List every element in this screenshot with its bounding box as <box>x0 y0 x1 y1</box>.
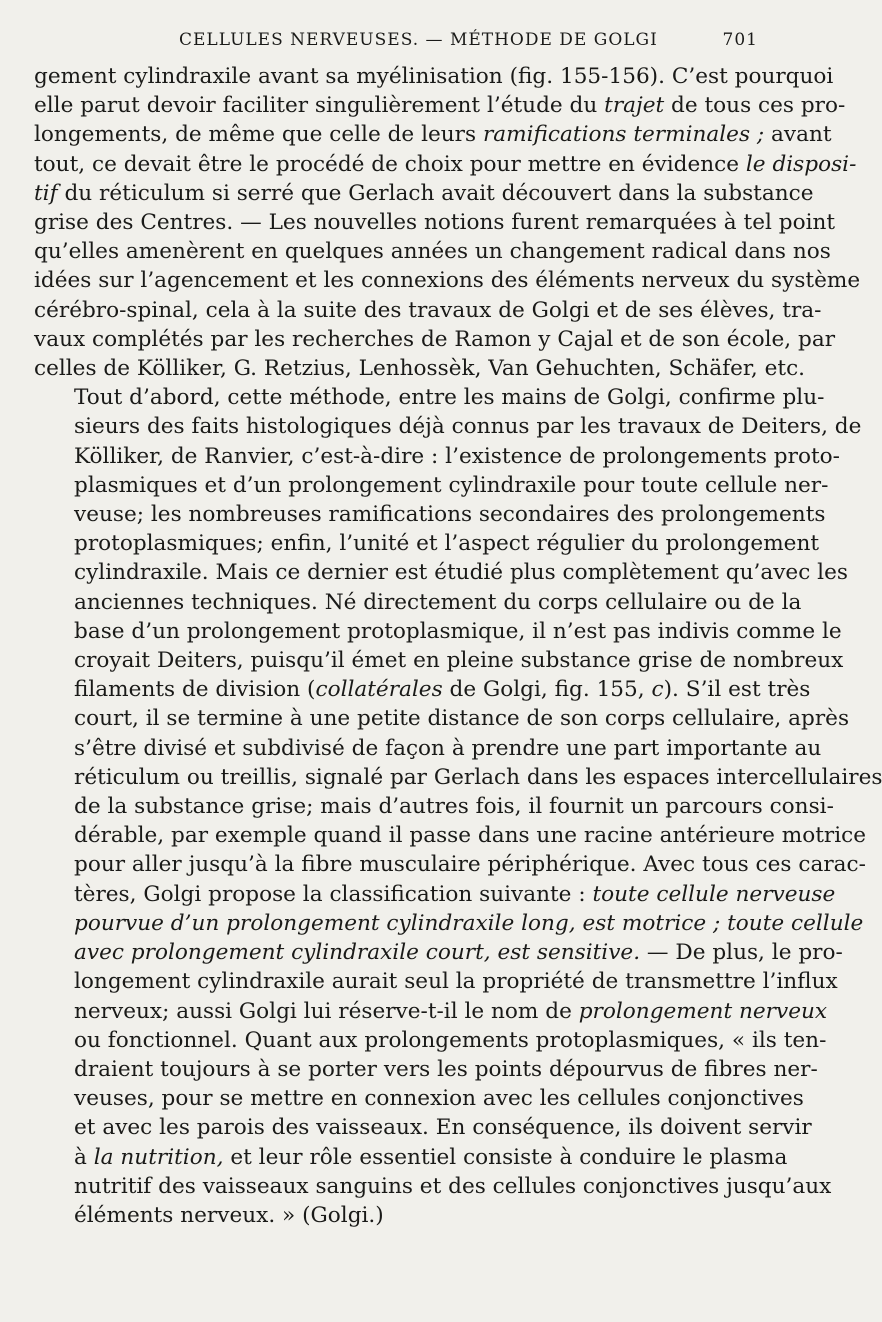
running-title: CELLULES NERVEUSES. — MÉTHODE DE GOLGI <box>179 30 658 50</box>
text-run: croyait Deiters, puisqu’il émet en pleine substance grise de nombreux <box>74 648 844 674</box>
text-line <box>34 1201 758 1230</box>
text-line <box>34 588 802 617</box>
text-line <box>34 208 836 237</box>
text-run: filaments de division ( <box>74 677 316 703</box>
italic-text: collatérales <box>315 677 443 703</box>
text-run: du réticulum si serré que Gerlach avait découvert dans la substance <box>57 180 814 206</box>
text-run: veuses, pour se mettre en connexion avec les cellules conjonctives <box>74 1086 804 1112</box>
text-line <box>34 1172 832 1201</box>
italic-text: tif <box>34 180 58 206</box>
text-run: Tout d’abord, cette méthode, entre les mains de Golgi, confirme plu- <box>74 385 825 411</box>
text-run: nerveux; aussi Golgi lui réserve-t-il le nom de <box>74 998 579 1024</box>
text-run: pour aller jusqu’à la fibre musculaire périphérique. Avec tous ces carac- <box>74 852 866 878</box>
italic-text: la nutrition, <box>93 1144 224 1170</box>
text-line <box>34 763 882 792</box>
italic-text: toute cellule nerveuse <box>592 881 836 907</box>
italic-text: le disposi- <box>745 151 857 177</box>
text-line <box>34 442 840 471</box>
text-line <box>34 967 838 996</box>
text-line <box>34 150 857 179</box>
text-line <box>34 821 867 850</box>
text-run: avant <box>764 122 832 148</box>
text-run: veuse; les nombreuses ramifications secondaires des prolongements <box>74 502 826 528</box>
text-line <box>34 237 831 266</box>
text-run: longements, de même que celle de leurs <box>34 122 483 148</box>
text-line <box>34 997 828 1026</box>
text-line <box>34 909 864 938</box>
text-run: cérébro-spinal, cela à la suite des travaux de Golgi et de ses élèves, tra- <box>34 297 822 323</box>
text-line <box>34 120 832 149</box>
text-run: nutritif des vaisseaux sanguins et des cellules conjonctives jusqu’aux <box>74 1173 832 1199</box>
text-line <box>34 1084 804 1113</box>
text-line <box>34 383 825 412</box>
text-run: de la substance grise; mais d’autres fois, il fournit un parcours consi- <box>74 794 834 820</box>
text-line <box>34 91 846 120</box>
text-run: sieurs des faits histologiques déjà connus par les travaux de Deiters, de <box>74 414 862 440</box>
text-line <box>34 850 866 879</box>
text-line <box>34 880 836 909</box>
paragraph-golgi-method <box>34 383 882 1230</box>
text-run: court, il se termine à une petite distance de son corps cellulaire, après <box>74 706 850 732</box>
text-run: base d’un prolongement protoplasmique, il n’est pas indivis comme le <box>74 618 842 644</box>
text-run: idées sur l’agencement et les connexions des éléments nerveux du système <box>34 268 861 294</box>
italic-text: avec prolongement cylindraxile court, est sensitive. <box>74 940 641 966</box>
text-run: réticulum ou treillis, signalé par Gerlach dans les espaces intercellulaires <box>74 764 882 790</box>
text-run: tout, ce devait être le procédé de choix pour mettre en évidence <box>34 151 746 177</box>
page-number: 701 <box>722 30 758 50</box>
body-text <box>34 62 882 1230</box>
paragraph-continuation <box>34 62 861 383</box>
text-run: dérable, par exemple quand il passe dans une racine antérieure motrice <box>74 823 867 849</box>
text-line <box>34 296 822 325</box>
text-run: de tous ces pro- <box>664 93 846 119</box>
text-line <box>34 558 848 587</box>
text-run: longement cylindraxile aurait seul la propriété de transmettre l’influx <box>74 969 838 995</box>
text-run: grise des Centres. — Les nouvelles notions furent remarquées à tel point <box>34 210 836 236</box>
text-run: éléments nerveux. » (Golgi.) <box>74 1202 384 1228</box>
text-run: et avec les parois des vaisseaux. En conséquence, ils doivent servir <box>74 1115 812 1141</box>
text-line <box>34 734 822 763</box>
text-run: — De plus, le pro- <box>640 940 843 966</box>
text-run: celles de Kölliker, G. Retzius, Lenhossèk, Van Gehuchten, Schäfer, etc. <box>34 356 806 382</box>
text-line <box>34 1026 827 1055</box>
text-run: draient toujours à se porter vers les points dépourvus de fibres ner- <box>74 1056 818 1082</box>
text-line <box>34 62 834 91</box>
text-run: Kölliker, de Ranvier, c’est-à-dire : l’existence de prolongements proto- <box>74 443 840 469</box>
text-line <box>34 938 843 967</box>
italic-text: pourvue d’un prolongement cylindraxile long, est motrice ; toute cellule <box>74 910 864 936</box>
text-run: vaux complétés par les recherches de Ramon y Cajal et de son école, par <box>34 326 836 352</box>
text-run: elle parut devoir faciliter singulièrement l’étude du <box>34 93 605 119</box>
text-line <box>34 675 811 704</box>
text-run: ou fonctionnel. Quant aux prolongements protoplasmiques, « ils ten- <box>74 1027 827 1053</box>
text-run: s’être divisé et subdivisé de façon à prendre une part importante au <box>74 735 822 761</box>
text-line <box>34 704 850 733</box>
text-line <box>34 471 829 500</box>
text-run: protoplasmiques; enfin, l’unité et l’aspect régulier du prolongement <box>74 531 820 557</box>
text-run: de Golgi, fig. 155, <box>442 677 652 703</box>
text-run: anciennes techniques. Né directement du corps cellulaire ou de la <box>74 589 802 615</box>
text-run: à <box>74 1144 94 1170</box>
text-run: cylindraxile. Mais ce dernier est étudié plus complètement qu’avec les <box>74 560 848 586</box>
italic-text: ramifications terminales ; <box>482 122 765 148</box>
text-line <box>34 1113 812 1142</box>
text-run: tères, Golgi propose la classification suivante : <box>74 881 593 907</box>
text-run: et leur rôle essentiel consiste à conduire le plasma <box>223 1144 788 1170</box>
text-line <box>34 412 862 441</box>
text-line <box>34 792 834 821</box>
text-run: ). S’il est très <box>663 677 811 703</box>
italic-text: prolongement nerveux <box>578 998 828 1024</box>
text-line <box>34 266 861 295</box>
text-line <box>34 325 836 354</box>
text-line <box>34 1055 818 1084</box>
text-line <box>34 354 806 383</box>
text-line <box>34 529 820 558</box>
text-line <box>34 617 842 646</box>
italic-text: trajet <box>604 93 665 119</box>
text-line <box>34 179 814 208</box>
running-head <box>34 28 758 62</box>
text-run: qu’elles amenèrent en quelques années un changement radical dans nos <box>34 239 831 265</box>
text-line <box>34 1143 788 1172</box>
text-line <box>34 500 826 529</box>
text-run: plasmiques et d’un prolongement cylindraxile pour toute cellule ner- <box>74 472 829 498</box>
italic-text: c <box>651 677 664 703</box>
text-line <box>34 646 844 675</box>
text-run: gement cylindraxile avant sa myélinisation (fig. 155-156). C’est pourquoi <box>34 64 834 89</box>
